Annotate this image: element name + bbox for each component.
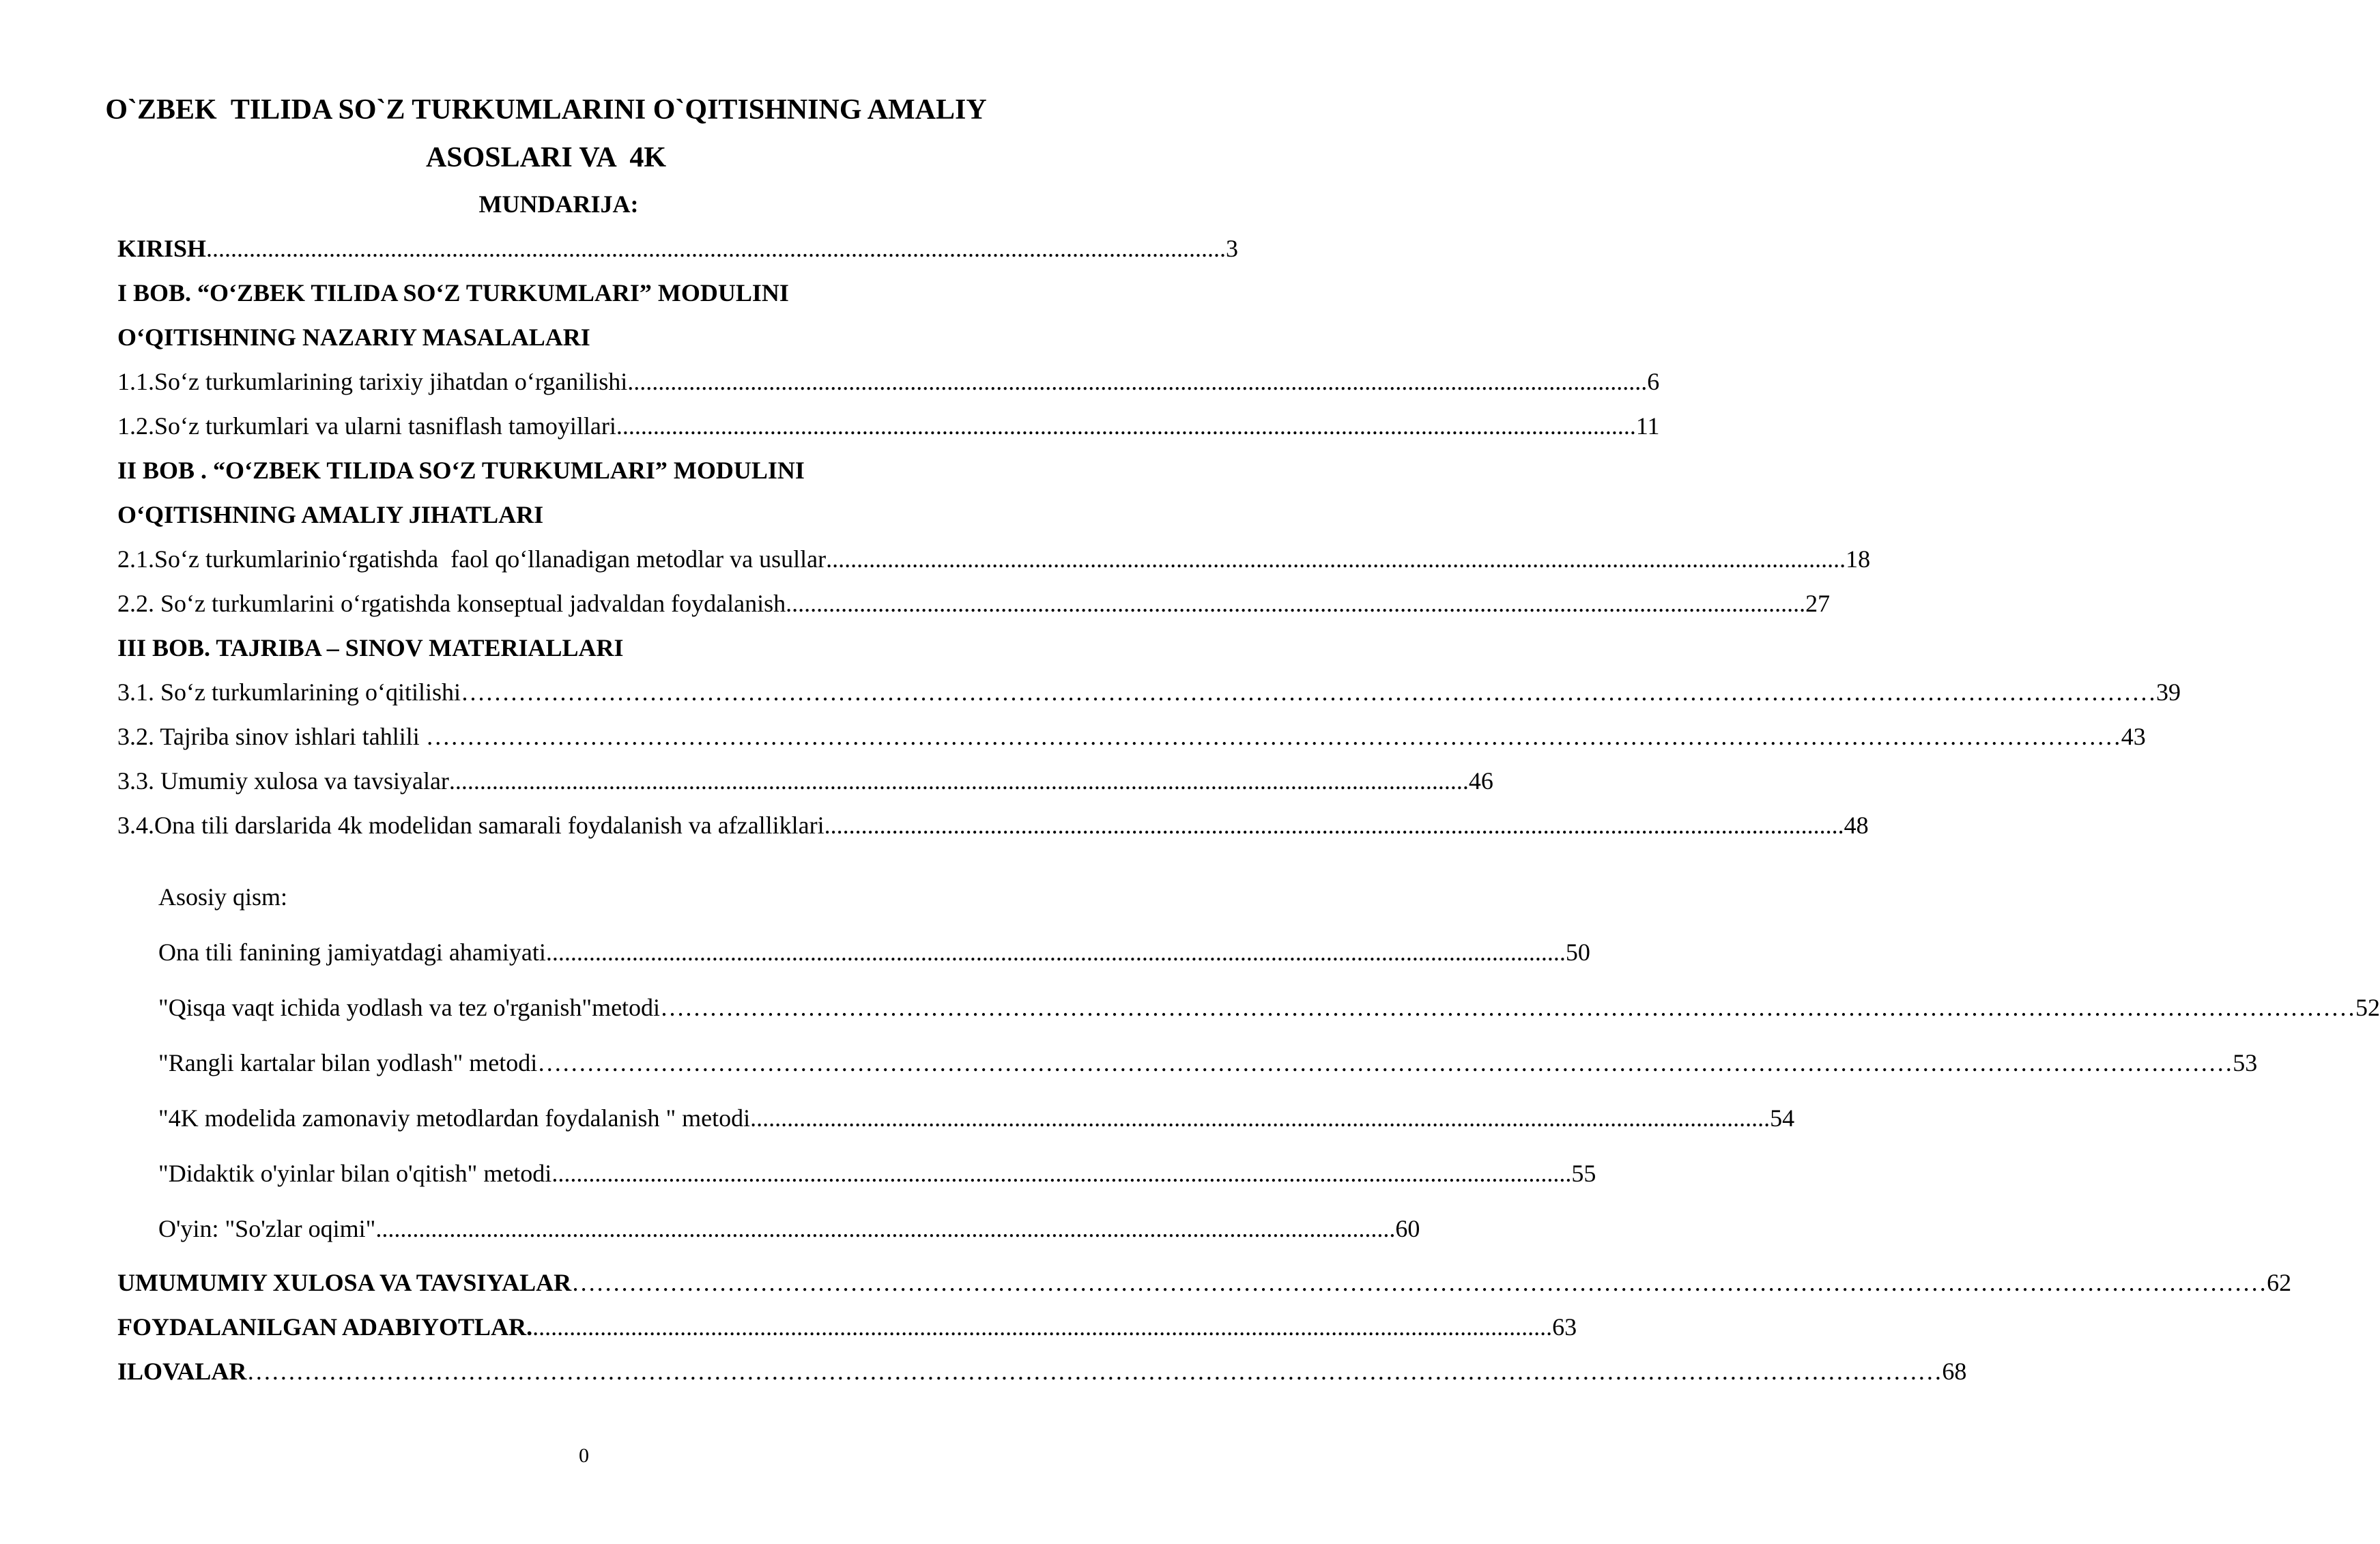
toc-entry-page: 18 — [1846, 545, 1871, 573]
toc-subheading: Asosiy qism: — [158, 883, 288, 911]
toc-entry-page: 39 — [2155, 678, 2181, 706]
toc-entry-leader: ……………………………………………………………………………………………………………………………………………………………………………………… — [660, 994, 2356, 1021]
toc-entry-page: 27 — [1805, 590, 1831, 617]
toc-entry-leader: ...................................................................................................................................................................... — [545, 939, 1566, 966]
toc-entry-label: UMUMUMIY XULOSA VA TAVSIYALAR — [117, 1269, 572, 1296]
toc-entry-leader: ……………………………………………………………………………………………………………………………………………………………………………………… — [460, 678, 2156, 706]
toc-entry[interactable] — [158, 1201, 1420, 1257]
toc-entry-leader: ...................................................................................................................................................................... — [750, 1104, 1770, 1132]
toc-entry[interactable] — [117, 404, 1660, 448]
toc-section-heading: I BOB. “O‘ZBEK TILIDA SO‘Z TURKUMLARI” MODULINI — [117, 279, 789, 306]
toc-section-heading: III BOB. TAJRIBA – SINOV MATERIALLARI — [117, 634, 624, 661]
table-of-contents — [117, 227, 2380, 1394]
toc-entry-page: 62 — [2267, 1269, 2292, 1296]
toc-entry-page: 54 — [1770, 1104, 1795, 1132]
toc-entry[interactable] — [117, 803, 1869, 848]
toc-entry[interactable] — [117, 582, 1831, 626]
toc-entry-label: 2.2. So‘z turkumlarini o‘rgatishda konseptual jadvaldan foydalanish — [117, 590, 786, 617]
document-title-line-2: ASOSLARI VA 4K — [425, 142, 667, 173]
toc-entry-page: 11 — [1635, 412, 1660, 440]
toc-entry-leader: ...................................................................................................................................................................... — [627, 368, 1648, 395]
toc-entry-page: 55 — [1571, 1160, 1596, 1187]
toc-section-main — [117, 227, 2181, 848]
toc-entry[interactable] — [117, 1261, 2292, 1305]
toc-section-heading: O‘QITISHNING NAZARIY MASALALARI — [117, 324, 590, 351]
toc-entry-label: "Qisqa vaqt ichida yodlash va tez o'rganish"metodi — [158, 994, 661, 1021]
toc-entry-label: 3.3. Umumiy xulosa va tavsiyalar — [117, 767, 449, 795]
toc-entry-label: ILOVALAR — [117, 1358, 247, 1385]
toc-entry-leader: ...................................................................................................................................................................... — [206, 235, 1227, 262]
toc-entry-label: KIRISH — [117, 235, 207, 262]
toc-entry-leader: ……………………………………………………………………………………………………………………………………………………………………………………… — [537, 1049, 2233, 1076]
toc-entry-label: 3.2. Tajriba sinov ishlari tahlili — [117, 723, 426, 750]
toc-entry-page: 60 — [1395, 1215, 1420, 1242]
toc-entry-label: FOYDALANILGAN ADABIYOTLAR. — [117, 1313, 533, 1341]
toc-entry-label: 1.1.So‘z turkumlarining tarixiy jihatdan o‘rganilishi — [117, 368, 628, 395]
toc-entry-label: 3.4.Ona tili darslarida 4k modelidan samarali foydalanish va afzalliklari — [117, 812, 825, 839]
toc-entry-page: 3 — [1226, 235, 1239, 262]
toc-entry-leader: ……………………………………………………………………………………………………………………………………………………………………………………… — [246, 1358, 1942, 1385]
toc-heading: MUNDARIJA: — [478, 190, 639, 218]
toc-entry-label: Ona tili fanining jamiyatdagi ahamiyati — [158, 939, 546, 966]
toc-entry[interactable] — [158, 1146, 1596, 1201]
toc-entry[interactable] — [117, 1305, 1577, 1349]
toc-entry-label: 3.1. So‘z turkumlarining o‘qitilishi — [117, 678, 461, 706]
toc-entry-label: "Didaktik o'yinlar bilan o'qitish" metodi — [158, 1160, 552, 1187]
toc-entry[interactable] — [158, 1035, 2258, 1091]
toc-entry[interactable] — [117, 1349, 1967, 1394]
toc-entry-page: 68 — [1942, 1358, 1967, 1385]
toc-entry-leader: ...................................................................................................................................................................... — [826, 545, 1846, 573]
toc-entry-label: O'yin: "So'zlar oqimi" — [158, 1215, 376, 1242]
toc-entry-page: 53 — [2233, 1049, 2258, 1076]
toc-entry-leader: ...................................................................................................................................................................... — [616, 412, 1636, 440]
toc-entry-label: 1.2.So‘z turkumlari va ularni tasniflash tamoyillari — [117, 412, 616, 440]
toc-entry-leader: ...................................................................................................................................................................... — [824, 812, 1844, 839]
page-number: 0 — [579, 1444, 589, 1467]
toc-entry-leader: ...................................................................................................................................................................... — [375, 1215, 1396, 1242]
toc-entry-page: 63 — [1552, 1313, 1577, 1341]
toc-entry-page: 6 — [1647, 368, 1660, 395]
toc-entry[interactable] — [117, 715, 2146, 759]
toc-section-final — [117, 1261, 2292, 1394]
document-title-line-1: O`ZBEK TILIDA SO`Z TURKUMLARINI O`QITISHNING AMALIY — [105, 94, 987, 126]
toc-entry[interactable] — [158, 980, 2380, 1035]
toc-entry[interactable] — [158, 1091, 1795, 1146]
toc-entry-page: 50 — [1565, 939, 1590, 966]
toc-section-asosiy — [117, 870, 2380, 1257]
toc-entry-leader: ……………………………………………………………………………………………………………………………………………………………………………………… — [425, 723, 2121, 750]
toc-entry[interactable] — [117, 227, 1239, 271]
toc-entry-leader: ...................................................................................................................................................................... — [551, 1160, 1572, 1187]
toc-entry[interactable] — [117, 759, 1493, 803]
toc-entry-label: "Rangli kartalar bilan yodlash" metodi — [158, 1049, 538, 1076]
toc-entry[interactable] — [117, 670, 2181, 715]
toc-entry-leader: ……………………………………………………………………………………………………………………………………………………………………………………… — [571, 1269, 2267, 1296]
toc-entry-page: 43 — [2121, 723, 2146, 750]
toc-section-heading: O‘QITISHNING AMALIY JIHATLARI — [117, 501, 544, 528]
toc-entry-leader: ...................................................................................................................................................................... — [532, 1313, 1553, 1341]
toc-entry[interactable] — [158, 925, 1590, 980]
toc-entry-label: 2.1.So‘z turkumlarinio‘rgatishda faol qo‘llanadigan metodlar va usullar — [117, 545, 827, 573]
toc-entry-page: 48 — [1844, 812, 1869, 839]
toc-entry-label: "4K modelida zamonaviy metodlardan foydalanish " metodi — [158, 1104, 751, 1132]
toc-entry-leader: ...................................................................................................................................................................... — [448, 767, 1469, 795]
toc-section-heading: II BOB . “O‘ZBEK TILIDA SO‘Z TURKUMLARI” MODULINI — [117, 457, 805, 484]
toc-entry[interactable] — [117, 360, 1660, 404]
toc-entry-page: 52 — [2355, 994, 2380, 1021]
toc-entry-leader: ...................................................................................................................................................................... — [786, 590, 1806, 617]
toc-entry-page: 46 — [1468, 767, 1493, 795]
toc-entry[interactable] — [117, 537, 1871, 582]
